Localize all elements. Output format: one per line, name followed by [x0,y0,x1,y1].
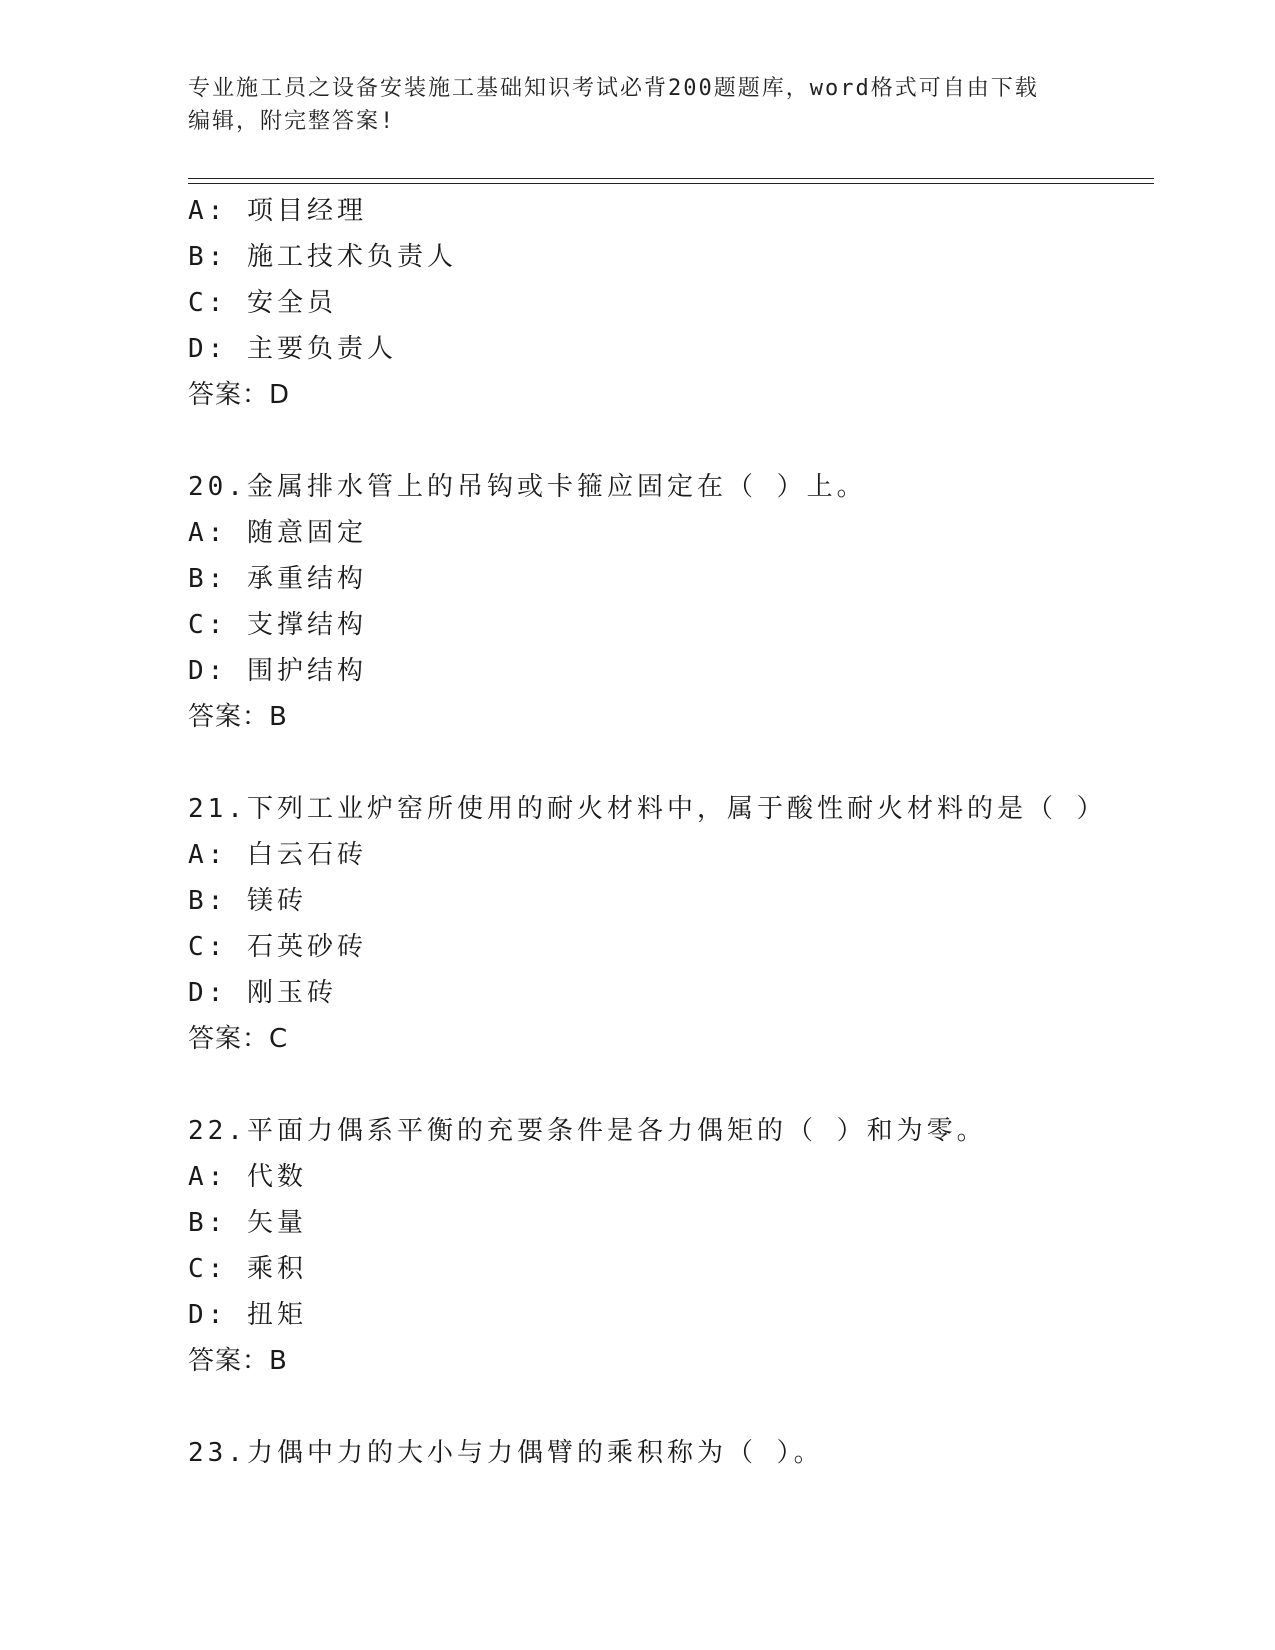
option-d: D: 扭矩 [188,1300,307,1330]
answer: 答案：B [188,1346,288,1376]
answer: 答案：C [188,1024,289,1054]
option-b: B: 矢量 [188,1208,307,1238]
option-a: A: 白云石砖 [188,840,367,870]
option-b: B: 镁砖 [188,886,307,916]
answer: 答案：D [188,380,291,410]
question-block-20 [188,464,1148,740]
question-block-22 [188,1108,1148,1384]
spacer [188,1062,1148,1108]
spacer [188,1384,1148,1430]
question-list [188,188,1148,1476]
header-rule-bottom [188,183,1154,184]
spacer [188,740,1148,786]
option-d: D: 主要负责人 [188,334,397,364]
option-a: A: 代数 [188,1162,307,1192]
header-line-1: 专业施工员之设备安装施工基础知识考试必背200题题库，word格式可自由下载 [188,76,1039,101]
option-c: C: 乘积 [188,1254,307,1284]
option-d: D: 刚玉砖 [188,978,337,1008]
question-block-23 [188,1430,1148,1476]
question-stem: 23.力偶中力的大小与力偶臂的乘积称为（ ）。 [188,1438,824,1468]
option-c: C: 石英砂砖 [188,932,367,962]
question-stem: 21.下列工业炉窑所使用的耐火材料中，属于酸性耐火材料的是（ ） [188,794,1107,824]
question-block-21 [188,786,1148,1062]
option-a: A: 随意固定 [188,518,367,548]
option-a: A: 项目经理 [188,196,367,226]
header-line-2: 编辑，附完整答案! [188,109,396,134]
option-b: B: 承重结构 [188,564,367,594]
header-rule-top [188,178,1154,179]
spacer [188,418,1148,464]
question-block-19 [188,188,1148,418]
option-b: B: 施工技术负责人 [188,242,457,272]
option-d: D: 围护结构 [188,656,367,686]
document-header [188,72,1088,138]
option-c: C: 安全员 [188,288,337,318]
question-stem: 22.平面力偶系平衡的充要条件是各力偶矩的（ ）和为零。 [188,1116,987,1146]
option-c: C: 支撑结构 [188,610,367,640]
question-stem: 20.金属排水管上的吊钩或卡箍应固定在（ ）上。 [188,472,867,502]
answer: 答案：B [188,702,288,732]
